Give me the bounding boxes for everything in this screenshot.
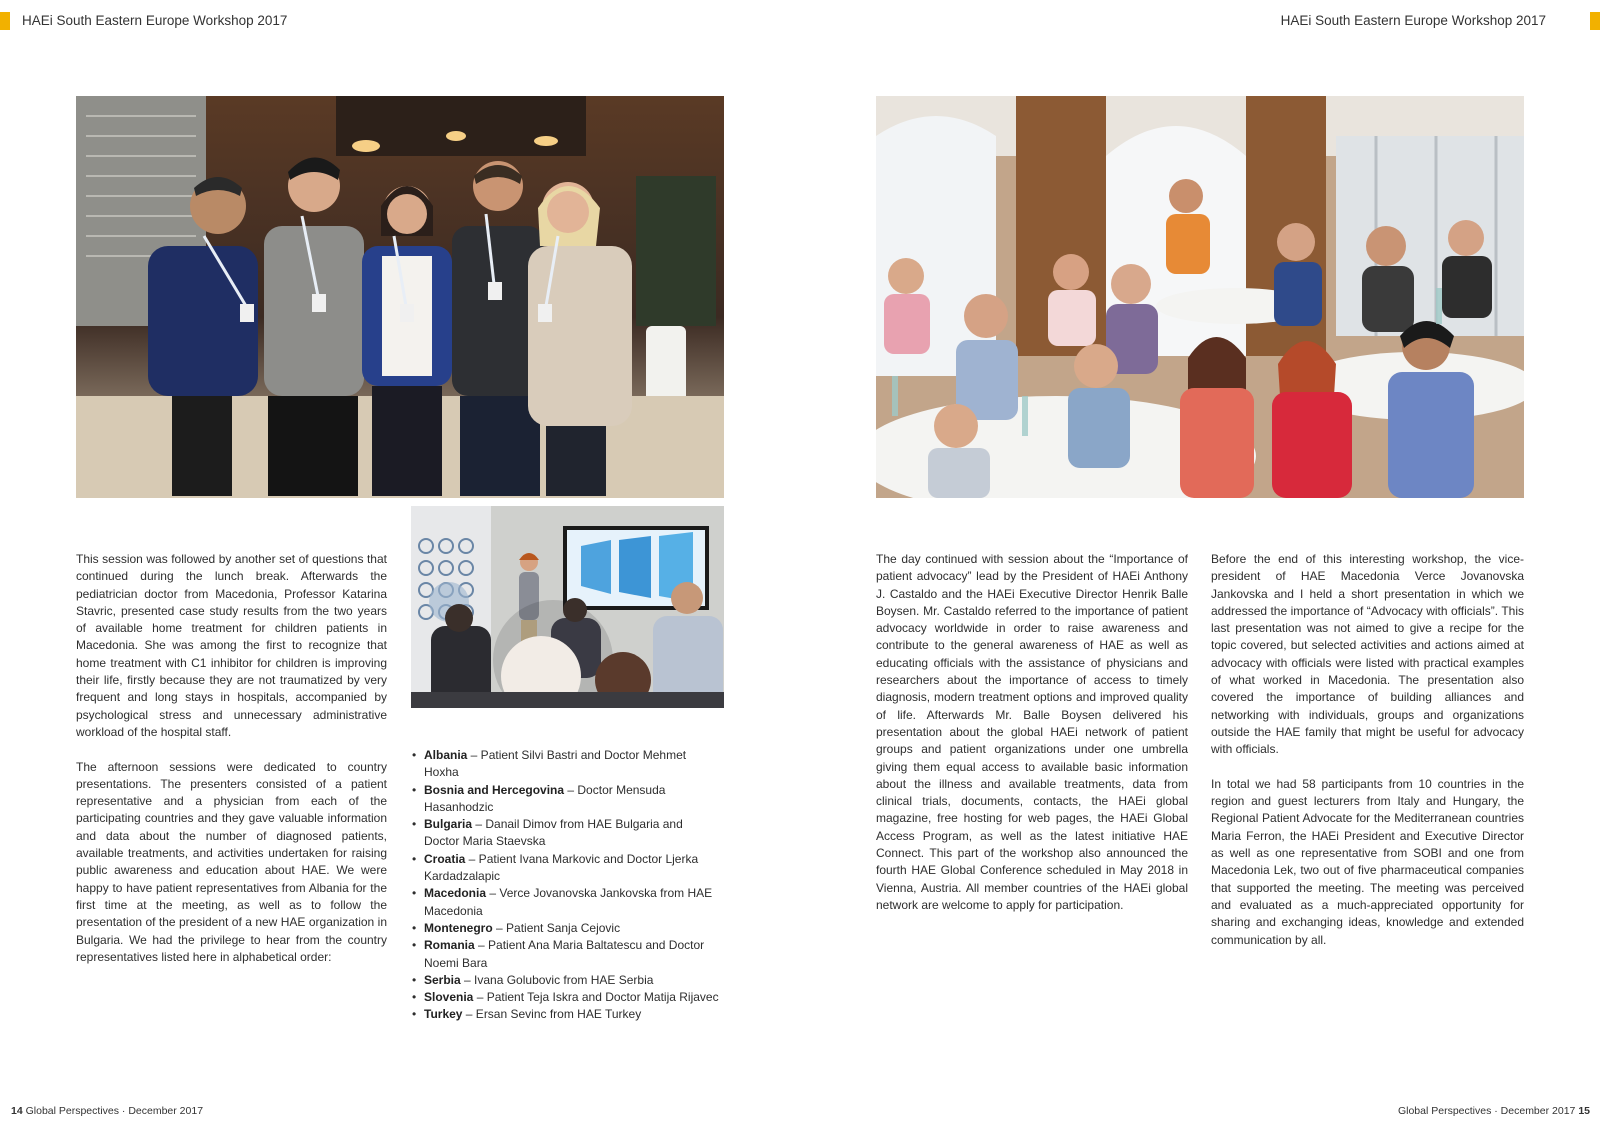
list-item — [411, 1006, 721, 1023]
group-photo-illustration — [76, 96, 724, 498]
audience-photo — [876, 96, 1524, 498]
right-footer-text: Global Perspectives · December 2017 — [1397, 1105, 1576, 1117]
right-header-accent-bar — [1590, 12, 1600, 30]
list-item — [411, 851, 721, 886]
left-header-accent-bar — [0, 12, 10, 30]
presenter-detail: – Patient Silvi Bastri and Doctor Mehmet Hoxha — [424, 748, 687, 780]
presenter-detail: – Ivana Golubovic from HAE Serbia — [460, 972, 654, 987]
presenter-detail: – Patient Sanja Cejovic — [492, 920, 621, 935]
presenter-photo-illustration — [411, 506, 724, 708]
right-page-column-1 — [876, 551, 1188, 914]
country-name: Bulgaria — [424, 817, 473, 832]
list-item — [411, 920, 721, 937]
left-running-header: HAEi South Eastern Europe Workshop 2017 — [22, 13, 288, 28]
presenter-detail: – Danail Dimov from HAE Bulgaria and Doctor Maria Staevska — [424, 817, 683, 849]
left-page-footer — [11, 1104, 203, 1118]
list-item — [411, 747, 721, 782]
country-name: Macedonia — [424, 886, 487, 901]
country-name: Bosnia and Hercegovina — [424, 782, 565, 797]
presenter-detail: – Ersan Sevinc from HAE Turkey — [462, 1007, 642, 1022]
presenter-detail: – Doctor Mensuda Hasanhodzic — [424, 782, 666, 814]
left-paragraph-lunch-session: This session was followed by another set of questions that continued during the lunch break. Afterwards the pediatrician doctor from Macedonia, Professor Katarina Stavric, presented case study results from the two years of available home treatment for children patients in Macedonia. She was among the first to recognize that home treatment with C1 inhibitor for children is improving their life, firstly because they are not traumatized by very frequent and long stays in hospitals, accompanied by psychological stress and unnecessary administrative workload of the hospital staff. — [76, 552, 387, 739]
country-name: Serbia — [424, 972, 461, 987]
country-name: Romania — [424, 938, 475, 953]
audience-photo-illustration — [876, 96, 1524, 498]
presenter-detail: – Patient Ana Maria Baltatescu and Doctor Noemi Bara — [424, 938, 705, 970]
group-photo — [76, 96, 724, 498]
right-page-footer — [1398, 1104, 1590, 1118]
left-page-column-1 — [76, 551, 387, 966]
presenter-detail: – Patient Teja Iskra and Doctor Matija Rijavec — [473, 990, 719, 1005]
right-running-header: HAEi South Eastern Europe Workshop 2017 — [1280, 13, 1546, 28]
list-item — [411, 937, 721, 972]
right-paragraph-participants-summary: In total we had 58 participants from 10 countries in the region and guest lecturers from Italy and Hungary, the Regional Patient Advocate for the Mediterranean countries Maria Ferron, the HAEi President and Executive Director as well as one representative from SOBI and one from Macedonia Lek, two out of five pharmaceutical companies that supported the meeting. The meeting was perceived and evaluated as a much-appreciated opportunity for sharing and exchanging ideas, knowledge and extended communication by all. — [1211, 776, 1524, 947]
list-item — [411, 885, 721, 920]
right-page-column-2 — [1211, 551, 1524, 949]
right-paragraph-advocacy-with-officials: Before the end of this interesting workshop, the vice-president of HAE Macedonia Verce Jovanovska Jankovska and I held a short presentation in which we addressed the importance of “Advocacy with officials”. This last presentation was not aimed to give a recipe for the topic covered, but selected activities and actions aimed at advocacy with officials were listed with practical examples of what worked in Macedonia. The presentation also covered the importance of building alliances and networking with individuals, groups and organizations outside the HAE family that might be useful for advocacy with officials. — [1211, 552, 1524, 757]
right-page-number: 15 — [1578, 1105, 1590, 1117]
list-item — [411, 816, 721, 851]
country-name: Croatia — [424, 851, 466, 866]
left-page-number: 14 — [11, 1105, 23, 1117]
presenter-detail: – Verce Jovanovska Jankovska from HAE Macedonia — [424, 886, 713, 918]
list-item — [411, 989, 721, 1006]
right-paragraph-patient-advocacy: The day continued with session about the “Importance of patient advocacy” lead by the President of HAEi Anthony J. Castaldo and the HAEi Executive Director Henrik Balle Boysen. Mr. Castaldo referred to the importance of patient advocacy worldwide in order to raise awareness and contribute to the general awareness of HAE as well as educating officials with the assistance of physicians and researchers about the importance of access to timely diagnosis, modern treatment options and improved quality of life. Afterwards Mr. Balle Boysen delivered his presentation about the global HAEi network of patient groups and patient organizations under one umbrella giving them equal access to available basic information about the illness and available treatments, data from clinical trials, documents, contacts, the HAEi global magazine, free hosting for web pages, the HAEi Global Access Program, as well as the latest initiative HAE Connect. This part of the workshop also announced the fourth HAE Global Conference scheduled in May 2018 in Vienna, Austria. All member countries of the HAEi global network are welcome to apply for participation. — [876, 552, 1188, 912]
left-footer-text: Global Perspectives · December 2017 — [25, 1105, 204, 1117]
country-name: Slovenia — [424, 990, 474, 1005]
presenter-detail: – Patient Ivana Markovic and Doctor Ljerka Kardadzalapic — [424, 851, 699, 884]
presenter-photo — [411, 506, 724, 708]
left-paragraph-country-presentations: The afternoon sessions were dedicated to country presentations. The presenters consisted of a patient representative and a physician from each of the participating countries and they gave valuable information and data about the number of diagnosed patients, available treatments, and activities undertaken for raising public awareness and education about HAE. We were happy to have patient representatives from Albania for the first time at the meeting, as well as to follow the presentation of the president of a new HAE organization in Bulgaria. We had the privilege to hear from the country representatives listed here in alphabetical order: — [76, 759, 387, 964]
country-name: Albania — [424, 748, 468, 762]
country-name: Montenegro — [424, 920, 493, 935]
country-presenters-list — [411, 747, 721, 1024]
country-name: Turkey — [424, 1007, 463, 1022]
list-item — [411, 972, 721, 989]
list-item — [411, 782, 721, 817]
